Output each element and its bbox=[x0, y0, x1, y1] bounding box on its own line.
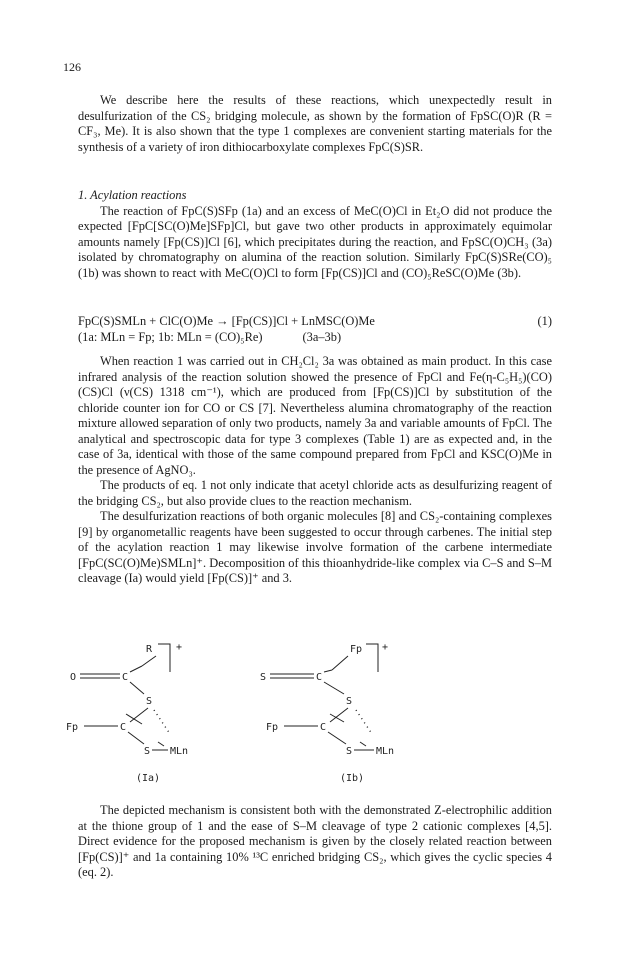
section-heading: 1. Acylation reactions bbox=[78, 188, 187, 202]
ib-top-group: Fp bbox=[350, 644, 363, 655]
paragraph-4: The desulfurization reactions of both organic molecules [8] and CS₂-containing complexes [9] by organometallic reagents have been suggested to occur through carbenes. The initial step of the acylation reaction 1 may likewise involve formation of the carbene intermediate [FpC(SC(O)Me)SMLn]⁺. Decomposition of this thioanhydride-like complex via C–S and S–M cleavage (Ia) would yield [Fp(CS)]⁺ and 3. bbox=[78, 509, 552, 585]
ib-charge: + bbox=[382, 642, 389, 653]
ib-x-atom: S bbox=[260, 672, 267, 683]
ib-fp-label: Fp bbox=[266, 722, 279, 733]
ib-s-top: S bbox=[346, 696, 353, 707]
body-paragraphs bbox=[78, 354, 552, 587]
ia-x-atom: O bbox=[70, 672, 77, 683]
page-number: 126 bbox=[63, 60, 81, 74]
structure-ia bbox=[66, 642, 188, 784]
equation-1 bbox=[78, 313, 552, 345]
acylation-section bbox=[78, 188, 552, 281]
ib-mln: MLn bbox=[376, 746, 395, 757]
ia-caption: (Ia) bbox=[136, 773, 161, 784]
paragraph-1: The reaction of FpC(S)SFp (1a) and an excess of MeC(O)Cl in Et₂O did not produce the expected [FpC[SC(O)Me]SFp]Cl, but gave two other products in approximately equimolar amounts namely [Fp(CS)]Cl [6], which precipitates during the reaction, and FpSC(O)CH₃ (3a) isolated by chromatography on alumina of the reaction solution. Similarly FpC(S)SRe(CO)₅ (1b) was shown to react with MeC(O)Cl to form [Fp(CS)]Cl and (CO)₅ReSC(O)Me (3b). bbox=[78, 203, 552, 280]
ia-c2-label: C bbox=[120, 722, 127, 733]
ia-s-top: S bbox=[146, 696, 153, 707]
ia-top-group: R bbox=[146, 644, 153, 655]
ia-c-label: C bbox=[122, 672, 129, 683]
ia-mln: MLn bbox=[170, 746, 189, 757]
ib-caption: (Ib) bbox=[340, 773, 365, 784]
final-paragraph-block bbox=[78, 803, 552, 881]
intro-paragraph: We describe here the results of these reactions, which unexpectedly result in desulfurization of the CS₂ bridging molecule, as shown by the formation of FpSC(O)R (R = CF₃, Me). It is also shown that the type 1 complexes are convenient starting materials for the synthesis of a variety of iron dithiocarboxylate complexes FpC(S)SR. bbox=[78, 93, 552, 154]
ia-charge: + bbox=[176, 642, 183, 653]
equation-sub-left: (1a: MLn = Fp; 1b: MLn = (CO)₅Re) bbox=[78, 330, 263, 344]
equation-sub-right: (3a–3b) bbox=[302, 330, 342, 344]
ib-c-label: C bbox=[316, 672, 323, 683]
paragraph-2: When reaction 1 was carried out in CH₂Cl₂ 3a was obtained as main product. In this case infrared analysis of the reaction solution showed the presence of FpCl and Fe(η-C₅H₅)(CO)(CS)Cl (ν(CS) 1318 cm⁻¹), which are produced from [Fp(CS)]Cl by substitution of the chloride counter ion for CO or CS [7]. Nevertheless alumina chromatography of the reaction mixture allowed separation of only two products, namely 3a and variable amounts of FpCl. The analytical and spectroscopic data for type 3 complexes (Table 1) are as expected and, in the case of 3a, identical with those of the same compound prepared from FpCl and KSC(O)Me in the presence of AgNO₃. bbox=[78, 354, 552, 477]
ia-s-bot: S bbox=[144, 746, 151, 757]
paragraph-5: The depicted mechanism is consistent both with the demonstrated Z-electrophilic addition at the thione group of 1 and the ease of S–M cleavage of type 2 cationic complexes [4,5]. Direct evidence for the proposed mechanism is given by the closely related reaction between [Fp(CS)]⁺ and 1a containing 10% ¹³C enriched bridging CS₂, which gives the cyclic species 4 (eq. 2). bbox=[78, 803, 552, 879]
intro-paragraph-block bbox=[78, 93, 552, 155]
equation-line: FpC(S)SMLn + ClC(O)Me → [Fp(CS)]Cl + LnMSC(O)Me bbox=[78, 314, 375, 328]
mechanism-scheme bbox=[60, 636, 530, 786]
ia-fp-label: Fp bbox=[66, 722, 79, 733]
structure-ib bbox=[260, 642, 394, 784]
equation-number: (1) bbox=[537, 314, 552, 328]
paragraph-3: The products of eq. 1 not only indicate that acetyl chloride acts as desulfurizing reagent of the bridging CS₂, but also provide clues to the reaction mechanism. bbox=[78, 478, 552, 508]
ib-c2-label: C bbox=[320, 722, 327, 733]
ib-s-bot: S bbox=[346, 746, 353, 757]
